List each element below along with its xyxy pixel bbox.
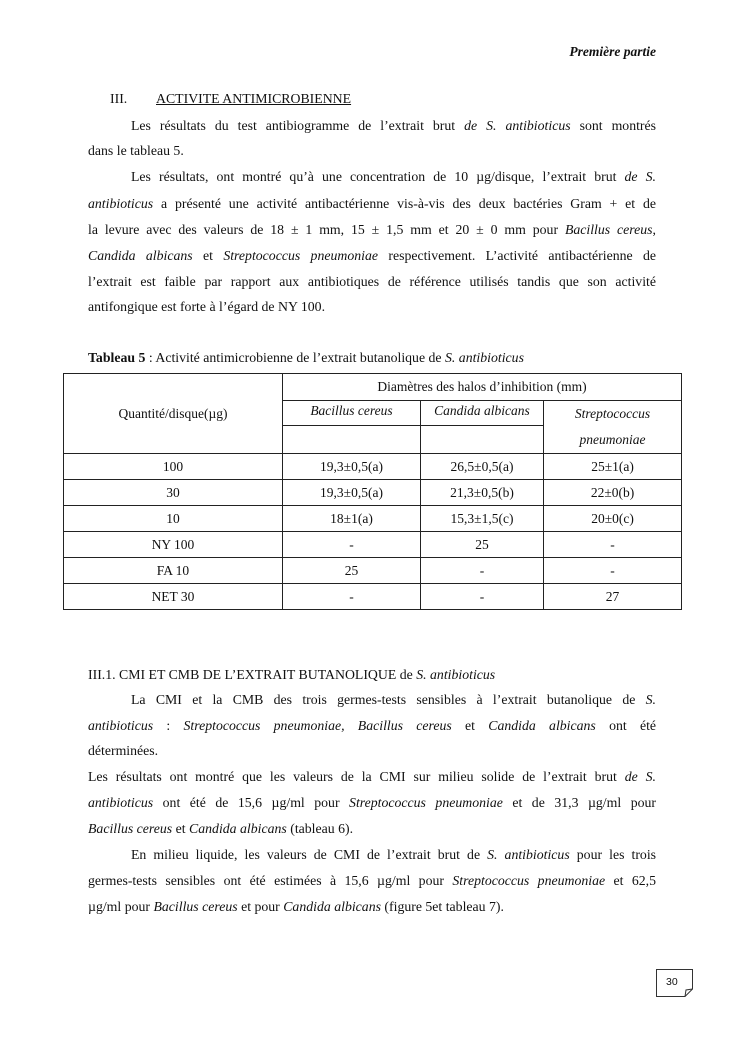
table-header-bacillus: Bacillus cereus <box>283 401 421 426</box>
section-number: III. <box>110 91 128 106</box>
paragraph-4-line-2: antibioticus ont été de 15,6 µg/ml pour Streptococcus pneumoniae et de 31,3 µg/ml pour <box>88 795 656 810</box>
table-row: 10 18±1(a) 15,3±1,5(c) 20±0(c) <box>64 506 682 532</box>
paragraph-3-line-2: antibioticus : Streptococcus pneumoniae, Bacillus cereus et Candida albicans ont été <box>88 718 657 733</box>
paragraph-2-line-6: antifongique est forte à l’égard de NY 100. <box>88 299 326 314</box>
paragraph-5-line-3: µg/ml pour Bacillus cereus et pour Candida albicans (figure 5et tableau 7). <box>88 899 504 914</box>
paragraph-2-line-5: l’extrait est faible par rapport aux antibiotiques de référence utilisés tandis que son activité <box>88 274 656 289</box>
table-header-streptococcus: Streptococcus pneumoniae <box>544 401 682 454</box>
paragraph-1-line-1: Les résultats du test antibiogramme de l’extrait brut de S. antibioticus sont montrés <box>131 118 657 133</box>
subsection-heading: III.1. CMI ET CMB DE L’EXTRAIT BUTANOLIQUE de S. antibioticus <box>88 667 496 682</box>
paragraph-5-line-2: germes-tests sensibles ont été estimées à 15,6 µg/ml pour Streptococcus pneumoniae et 62,5 <box>88 873 657 888</box>
table-row: 30 19,3±0,5(a) 21,3±0,5(b) 22±0(b) <box>64 480 682 506</box>
paragraph-1-line-2: dans le tableau 5. <box>88 143 184 158</box>
table-header-group: Diamètres des halos d’inhibition (mm) <box>283 374 682 401</box>
section-title: ACTIVITE ANTIMICROBIENNE <box>156 91 352 106</box>
paragraph-2-line-4: Candida albicans et Streptococcus pneumoniae respectivement. L’activité antibactérienne de <box>88 248 657 263</box>
paragraph-3-line-1: La CMI et la CMB des trois germes-tests sensibles à l’extrait butanolique de S. <box>131 692 656 707</box>
table-header-quantity: Quantité/disque(µg) <box>64 374 283 454</box>
page-number: 30 <box>666 976 678 988</box>
page-header: Première partie <box>569 44 656 59</box>
paragraph-2-line-2: antibioticus a présenté une activité antibactérienne vis-à-vis des deux bactéries Gram + et de <box>88 196 657 211</box>
table-row: NET 30 - - 27 <box>64 584 682 610</box>
table-row: NY 100 - 25 - <box>64 532 682 558</box>
paragraph-3-line-3: déterminées. <box>88 743 159 758</box>
paragraph-4-line-1: Les résultats ont montré que les valeurs de la CMI sur milieu solide de l’extrait brut de S. <box>88 769 657 784</box>
table-row: FA 10 25 - - <box>64 558 682 584</box>
paragraph-2-line-1: Les résultats, ont montré qu’à une concentration de 10 µg/disque, l’extrait brut de S. <box>131 169 656 184</box>
antimicrobial-table <box>63 373 682 610</box>
table-header-spacer <box>421 426 544 454</box>
table-caption: Tableau 5 : Activité antimicrobienne de l’extrait butanolique de S. antibioticus <box>88 350 524 365</box>
table-header-spacer <box>283 426 421 454</box>
paragraph-5-line-1: En milieu liquide, les valeurs de CMI de l’extrait brut de S. antibioticus pour les trois <box>131 847 657 862</box>
section-heading <box>110 91 351 107</box>
table-header-candida: Candida albicans <box>421 401 544 426</box>
paragraph-2-line-3: la levure avec des valeurs de 18 ± 1 mm, 15 ± 1,5 mm et 20 ± 0 mm pour Bacillus cereus, <box>88 222 656 237</box>
table-row: 100 19,3±0,5(a) 26,5±0,5(a) 25±1(a) <box>64 454 682 480</box>
paragraph-4-line-3: Bacillus cereus et Candida albicans (tableau 6). <box>88 821 354 836</box>
